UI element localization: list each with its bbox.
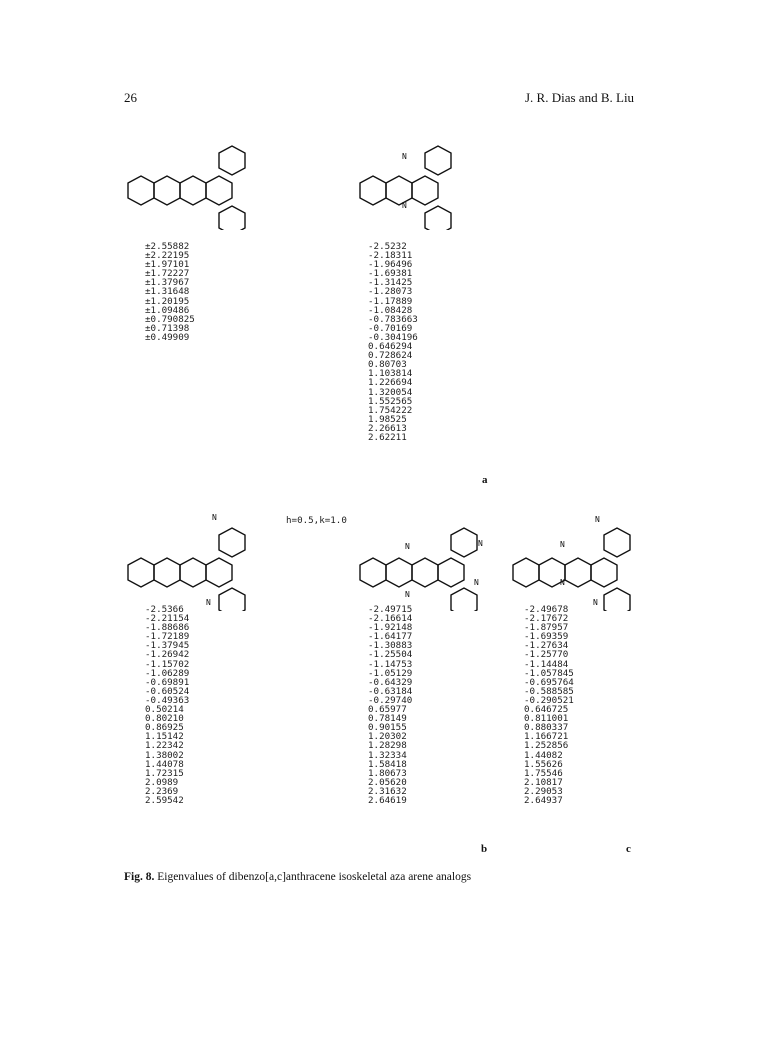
eigenvalue: -0.64329 [368,676,413,688]
n-atom-b2-1: N [405,542,410,551]
running-head: J. R. Dias and B. Liu [525,90,635,105]
panel-label-b: b [481,843,488,855]
eigenvalue: -1.14484 [524,658,569,670]
eigenvalue: 1.80673 [368,767,407,779]
eigenvalue: -0.63184 [368,685,413,697]
eigenvalue: 0.728624 [368,350,413,362]
eigenvalue: 1.320054 [368,386,413,398]
eigenvalue: -1.92148 [368,622,413,634]
eigenvalue: 1.55626 [524,758,563,770]
eigenvalue: 1.226694 [368,377,413,389]
eigenvalue: ±1.31648 [145,286,190,298]
figure-caption-text: Eigenvalues of dibenzo[a,c]anthracene isoskeletal aza arene analogs [157,871,472,883]
eigenvalue: 1.552565 [368,395,413,407]
eigenvalue: 2.31632 [368,785,407,797]
eigenvalue: -2.21154 [145,613,190,625]
eigenvalue: 0.880337 [524,722,569,734]
eigenvalue: -0.783663 [368,313,418,325]
n-atom-a2: N [402,201,407,210]
eigenvalue: -1.28073 [368,286,413,298]
eigenvalue: ±2.22195 [145,250,190,262]
eigenvalue: -0.70169 [368,322,413,334]
eigenvalue: 1.15142 [145,731,184,743]
eigenvalue-column-b1 [145,605,189,805]
eigenvalue: -1.96496 [368,259,413,271]
eigenvalue: 1.72315 [145,767,184,779]
eigenvalue: -1.06289 [145,667,190,679]
eigenvalue: -2.5366 [145,604,184,615]
eigenvalue: ±1.20195 [145,295,190,307]
eigenvalue: ±1.97101 [145,259,190,271]
structure-c [505,505,645,611]
eigenvalue: -1.057845 [524,667,574,679]
eigenvalue-column-c [524,605,574,805]
eigenvalue: -0.29740 [368,694,413,706]
eigenvalue: 0.811001 [524,713,569,725]
eigenvalue: 2.64937 [524,794,563,806]
eigenvalue: ±1.72227 [145,268,190,280]
eigenvalue: -0.588585 [524,685,574,697]
n-atom-b2-2: N [405,590,410,599]
eigenvalue: -1.37945 [145,640,190,652]
eigenvalue: 1.58418 [368,758,407,770]
eigenvalue: 0.78149 [368,713,407,725]
eigenvalue: ±1.37967 [145,277,190,289]
structure-a [352,118,502,230]
n-atom-a1: N [402,152,407,161]
huckel-parameters: h=0.5,k=1.0 [286,515,347,526]
eigenvalue: 2.64619 [368,794,407,806]
eigenvalue: -1.69359 [524,631,569,643]
panel-label-a: a [482,474,488,486]
panel-label-c: c [626,843,631,855]
eigenvalue: 2.10817 [524,776,563,788]
eigenvalue: 2.59542 [145,794,184,806]
n-atom-b2-4: N [474,578,479,587]
eigenvalue: 1.28298 [368,740,407,752]
eigenvalue: 2.29053 [524,785,563,797]
n-atom-b1-1: N [212,513,217,522]
eigenvalue: -2.5232 [368,241,407,252]
eigenvalue: 2.62211 [368,431,407,443]
eigenvalue: ±0.790825 [145,313,195,325]
eigenvalue: -1.87957 [524,622,569,634]
page-number: 26 [124,90,137,105]
eigenvalue: 2.0989 [145,776,179,788]
eigenvalue: 1.75546 [524,767,563,779]
eigenvalue: 2.2369 [145,785,179,797]
eigenvalue: 1.22342 [145,740,184,752]
eigenvalue: -1.88686 [145,622,190,634]
eigenvalue: -2.49678 [524,604,569,615]
eigenvalue-column-parent [145,242,195,342]
eigenvalue: 0.646294 [368,341,413,353]
eigenvalue-column-a [368,242,418,442]
eigenvalue: -2.17672 [524,613,569,625]
eigenvalue: 1.44082 [524,749,563,761]
eigenvalue: -1.25770 [524,649,569,661]
eigenvalue: -1.08428 [368,304,413,316]
eigenvalue: ±0.49909 [145,331,190,343]
eigenvalue: -1.31425 [368,277,413,289]
eigenvalue-column-b2 [368,605,412,805]
eigenvalue: 0.646725 [524,704,569,716]
eigenvalue: 0.90155 [368,722,407,734]
eigenvalue: -1.15702 [145,658,190,670]
eigenvalue: 0.86925 [145,722,184,734]
eigenvalue: 0.80703 [368,359,407,371]
structure-b2 [352,505,502,611]
eigenvalue: -1.27634 [524,640,569,652]
eigenvalue: 0.80210 [145,713,184,725]
structure-parent [120,118,270,230]
eigenvalue: 1.166721 [524,731,569,743]
eigenvalue: ±1.09486 [145,304,190,316]
eigenvalue: -1.14753 [368,658,413,670]
eigenvalue: 1.252856 [524,740,569,752]
eigenvalue: -1.30883 [368,640,413,652]
n-atom-b2-3: N [478,539,483,548]
eigenvalue: -1.17889 [368,295,413,307]
figure-caption [124,871,471,883]
eigenvalue: -2.16614 [368,613,413,625]
eigenvalue: -2.49715 [368,604,413,615]
eigenvalue: 2.26613 [368,422,407,434]
structure-b1 [120,505,270,611]
eigenvalue: -0.60524 [145,685,190,697]
eigenvalue: ±0.71398 [145,322,190,334]
eigenvalue: 1.20302 [368,731,407,743]
figure-label: Fig. 8. [124,871,155,883]
eigenvalue: ±2.55882 [145,241,190,252]
eigenvalue: -1.69381 [368,268,413,280]
n-atom-c-3: N [560,578,565,587]
eigenvalue: 1.103814 [368,368,413,380]
n-atom-c-4: N [593,598,598,607]
eigenvalue: -0.49363 [145,694,190,706]
eigenvalue: -0.290521 [524,694,574,706]
n-atom-c-1: N [595,515,600,524]
eigenvalue: 0.65977 [368,704,407,716]
eigenvalue: 2.05620 [368,776,407,788]
eigenvalue: 1.754222 [368,404,413,416]
n-atom-c-2: N [560,540,565,549]
eigenvalue: 1.44078 [145,758,184,770]
eigenvalue: -2.18311 [368,250,413,262]
eigenvalue: -1.05129 [368,667,413,679]
eigenvalue: -0.304196 [368,331,418,343]
eigenvalue: -0.69891 [145,676,190,688]
eigenvalue: -1.72189 [145,631,190,643]
eigenvalue: 0.50214 [145,704,184,716]
eigenvalue: -1.26942 [145,649,190,661]
n-atom-b1-2: N [206,598,211,607]
eigenvalue: -1.64177 [368,631,413,643]
eigenvalue: 1.38002 [145,749,184,761]
eigenvalue: -1.25504 [368,649,413,661]
eigenvalue: 1.32334 [368,749,407,761]
eigenvalue: 1.98525 [368,413,407,425]
eigenvalue: -0.695764 [524,676,574,688]
